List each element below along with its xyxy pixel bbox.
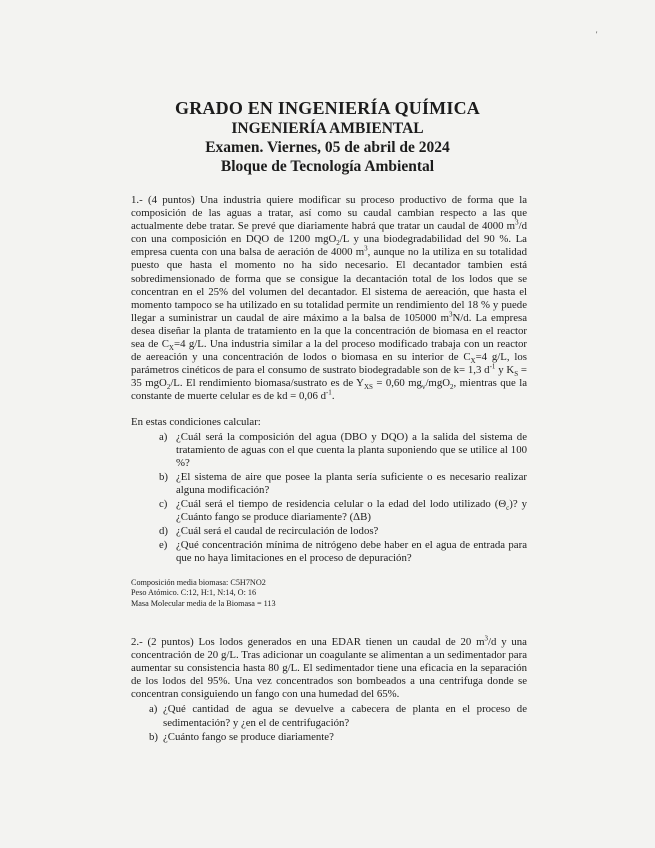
question-1-title: 1.- (4 puntos) [131,194,195,206]
exam-date: Examen. Viernes, 05 de abril de 2024 [205,139,450,156]
subject-title: INGENIERÍA AMBIENTAL [231,120,424,137]
list-item: e) ¿Qué concentración mínima de nitrógeno debe haber en el agua de entrada para que no haya limitaciones en el proceso de depuración? [159,539,527,565]
degree-title: GRADO EN INGENIERÍA QUÍMICA [175,98,480,118]
conditions-intro: En estas condiciones calcular: [131,415,261,428]
list-item: b) ¿El sistema de aire que posee la planta sería suficiente o es necesario realizar alguna modificación? [159,470,527,496]
question-1 [131,194,527,609]
question-2-statement: 2.- (2 puntos) Los lodos generados en una EDAR tienen un caudal de 20 $m^3/d$ y una concentración de 20 g/L. Tras adicionar un coagulante se alimentan a un sedimentador para aumentar su consistencia hasta 80 g/L. El sedimentador tiene una eficacia en la separación de los lodos del 95%. Una vez concentrados son bombeados a una centrifuga donde se concentran consiguiendo un fango con una humedad del 65%. [131,634,527,701]
exam-header [0,98,655,176]
list-item: a) ¿Qué cantidad de agua se devuelve a cabecera de planta en el proceso de sedimentación? y ¿en el de centrifugación? [149,703,527,729]
question-2 [131,636,527,745]
block-title: Bloque de Tecnología Ambiental [220,158,435,175]
list-item: d) ¿Cuál será el caudal de recirculación de lodos? [159,525,379,538]
list-item: c) ¿Cuál será el tiempo de residencia celular o la edad del lodo utilizado $(\Theta_c)$? y ¿Cuánto fango se produce diariamente? (ΔB) [159,498,527,524]
stray-mark: ' [596,30,598,39]
question-1-subitems [131,431,527,566]
list-item: a) ¿Cuál será la composición del agua (DBO y DQO) a la salida del sistema de tratamiento de aguas con el que cuenta la planta suponiendo que se utilice al 100 %? [159,430,527,469]
question-1-statement: 1.- (4 puntos) Una industria quiere modificar su proceso productivo de forma que la composición de las aguas a tratar, así como su caudal cambian respecto a las que actualmente debe tratar. Se prevé que diariamente habrá que tratar un caudal de 4000 $m^3/d$ con una composición en DQO de 1200 mgO$_2$/L y una biodegradabilidad del 90 %. La empresa cuenta con una balsa de aeración de 4000 $m^3$, aunque no la utiliza en su totalidad puesto que hasta el momento no ha sido necesario. El decantador tambien está sobredimensionado de forma que se consigue la decantación total de los lodos que se concentran en el 25% del volumen del decantador. El sistema de aereación, que hasta el momento tampoco se ha utilizado en su totalidad permite un rendimiento del 18 % y puede llegar a suministrar un caudal de aire máximo a la balsa de 105000 $m^3N/d$. La empresa desea diseñar la planta de tratamiento en la que la concentración de biomasa en el reactor sea de $C_X=4$ g/L. Una industria similar a la del proceso modificado trabaja con un reactor de aereación y una concentración de lodos o biomasa en su interior de $C_X=4$ g/L, los parámetros cinéticos de para el consumo de sustrato biodegradable son de k= 1,3 $d^{-1}$ y $K_S = 35$ mgO$_2$/L. El rendimiento biomasa/sustrato es de $Y_{XS} = 0,60$ $mg_v/mgO_2$, mientras que la constante de muerte celular es de kd = 0,06 $d^{-1}$. [131,194,528,403]
atomic-weights: Peso Atómico. C:12, H:1, N:14, O: 16 [131,588,257,598]
question-2-title: 2.- (2 puntos) [131,636,194,648]
data-notes [131,578,527,610]
molecular-mass: Masa Molecular media de la Biomasa = 113 [131,598,276,608]
biomass-composition: Composición media biomasa: C5H7NO2 [131,577,266,587]
list-item: b) ¿Cuánto fango se produce diariamente? [149,730,334,743]
question-2-subitems [131,703,527,743]
